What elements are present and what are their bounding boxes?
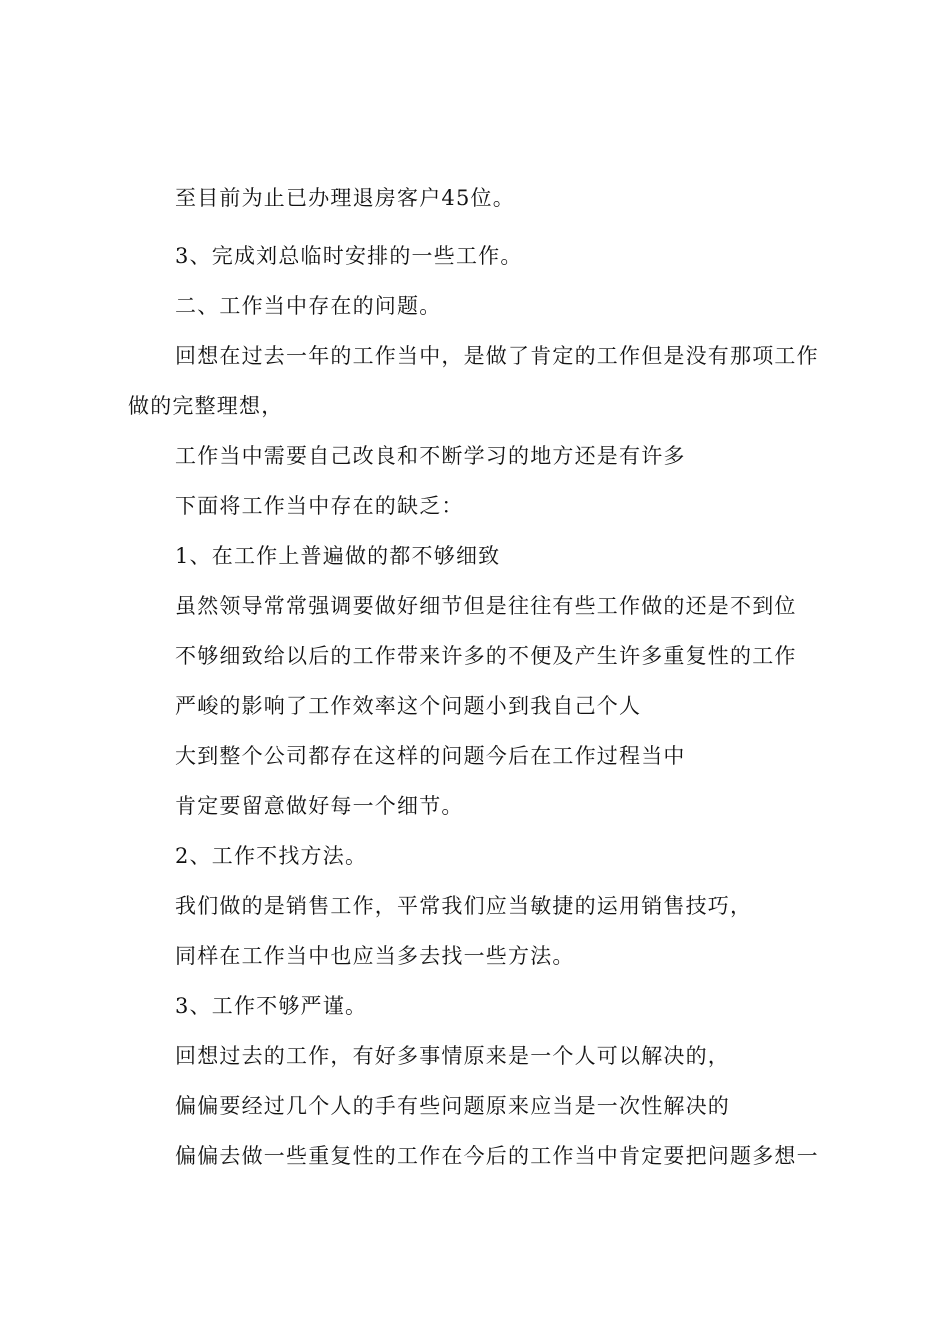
- text-line-review-year-continued: 做的完整理想，: [128, 394, 284, 418]
- text-line-item-3-tasks: 3、完成刘总临时安排的一些工作。: [175, 244, 523, 268]
- text-line-inconvenience: 不够细致给以后的工作带来许多的不便及产生许多重复性的工作: [175, 644, 797, 668]
- text-line-methods: 同样在工作当中也应当多去找一些方法。: [175, 944, 575, 968]
- text-line-company: 大到整个公司都存在这样的问题今后在工作过程当中: [175, 744, 686, 768]
- subheading-item-3: 3、工作不够严谨。: [175, 994, 368, 1018]
- text-line-several-hands: 偏偏要经过几个人的手有些问题原来应当是一次性解决的: [175, 1094, 730, 1118]
- text-line-retreat-customers: 至目前为止已办理退房客户45位。: [175, 186, 515, 210]
- text-line-past-work: 回想过去的工作，有好多事情原来是一个人可以解决的，: [175, 1044, 730, 1068]
- text-line-shortcomings-intro: 下面将工作当中存在的缺乏：: [175, 494, 464, 518]
- text-line-every-detail: 肯定要留意做好每一个细节。: [175, 794, 464, 818]
- subheading-item-2: 2、工作不找方法。: [175, 844, 368, 868]
- text-line-repetitive-work: 偏偏去做一些重复性的工作在今后的工作当中肯定要把问题多想一: [175, 1144, 819, 1168]
- section-heading-problems: 二、工作当中存在的问题。: [175, 294, 442, 318]
- text-line-sales-skills: 我们做的是销售工作，平常我们应当敏捷的运用销售技巧，: [175, 894, 753, 918]
- subheading-item-1: 1、在工作上普遍做的都不够细致: [175, 544, 501, 568]
- text-line-improvement: 工作当中需要自己改良和不断学习的地方还是有许多: [175, 444, 686, 468]
- text-line-efficiency: 严峻的影响了工作效率这个问题小到我自己个人: [175, 694, 642, 718]
- text-line-details: 虽然领导常常强调要做好细节但是往往有些工作做的还是不到位: [175, 594, 797, 618]
- text-line-review-year: 回想在过去一年的工作当中，是做了肯定的工作但是没有那项工作: [175, 344, 819, 368]
